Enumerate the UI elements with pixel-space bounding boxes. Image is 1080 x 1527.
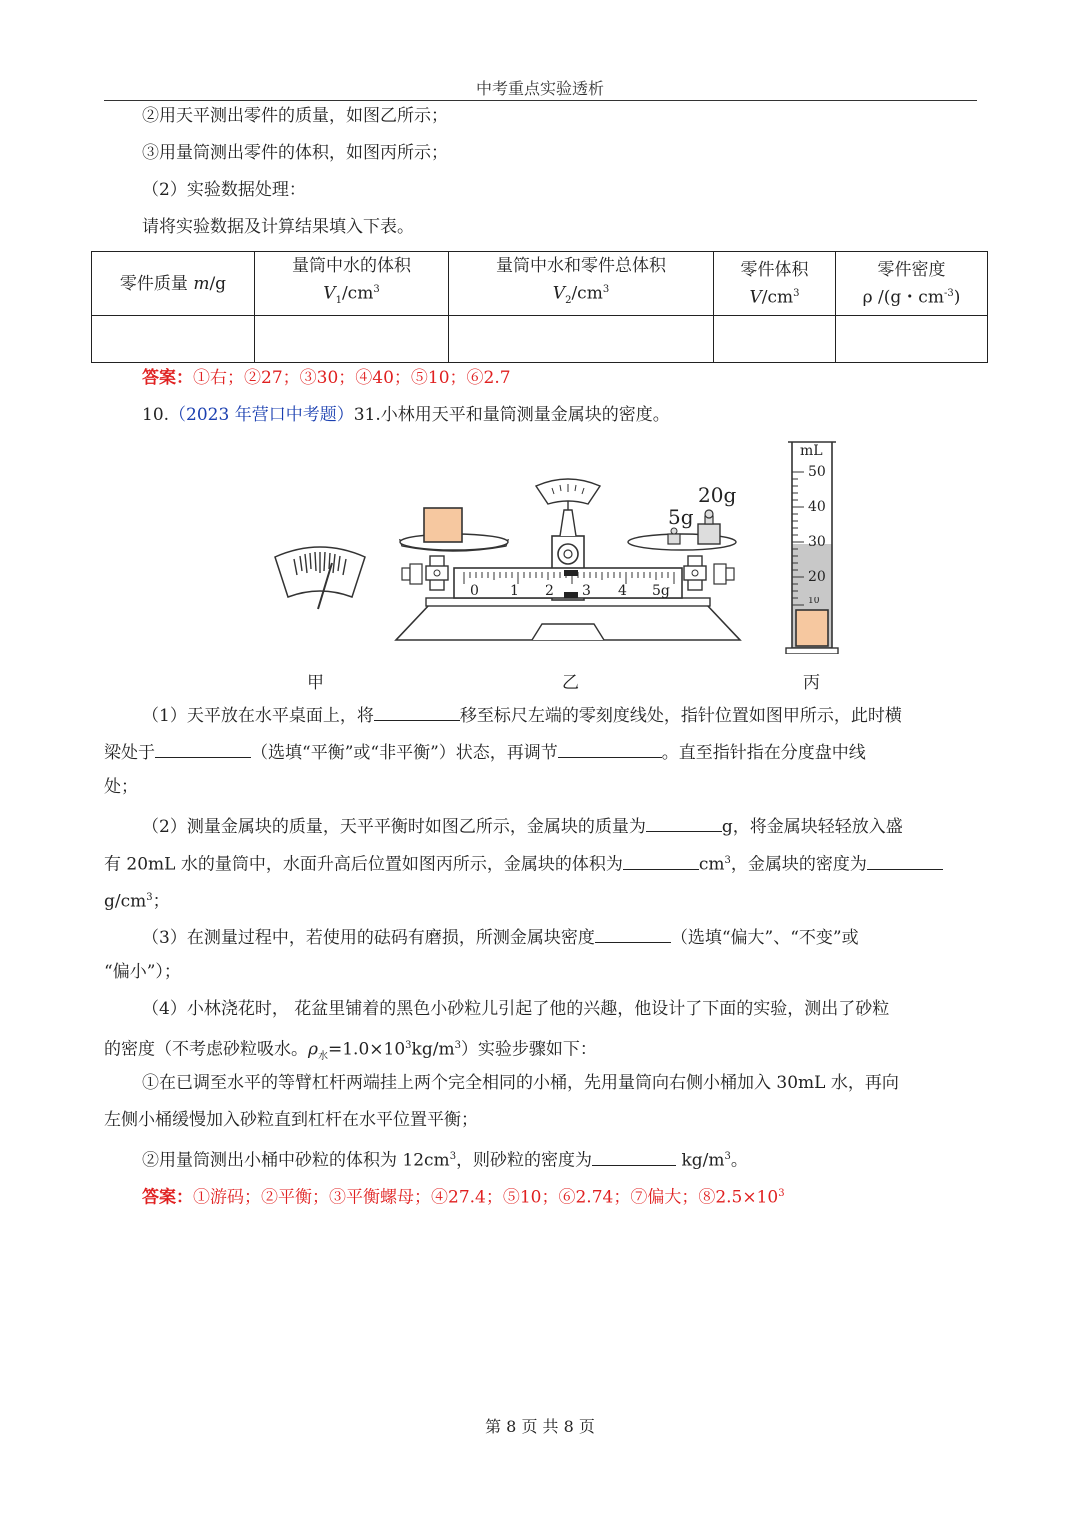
header-density-exp: -3 <box>943 287 954 299</box>
part-3-line-2: “偏小”）； <box>104 962 181 982</box>
header-density-label: 零件密度 <box>877 259 946 280</box>
part-4-text-d: kg/m <box>411 1039 455 1060</box>
header-rule <box>104 100 977 101</box>
header-mass-unit: /g <box>209 273 227 294</box>
table-cell <box>255 316 449 363</box>
step-4-2-exp-2: 3 <box>724 1151 731 1162</box>
step-3: ③用量筒测出零件的体积，如图丙所示； <box>142 143 448 163</box>
header-v1-unit: /cm <box>341 283 374 304</box>
part-1-text-d: （选填“平衡”或“非平衡”）状态，再调节 <box>251 743 558 763</box>
blank-8[interactable] <box>592 1147 676 1166</box>
part-2-line-3 <box>104 887 980 913</box>
header-v2-var: V <box>552 283 566 304</box>
part-2-exp: 3 <box>724 855 731 866</box>
table-header-row <box>92 252 988 316</box>
part-2-text-b: g，将金属块轻轻放入盛 <box>721 817 903 837</box>
header-mass-label: 零件质量 <box>119 273 194 294</box>
question-10 <box>104 404 1018 426</box>
answer-1-label: 答案： <box>142 368 193 388</box>
part-1-line-1 <box>104 702 1018 727</box>
answer-2-text: ①游码；②平衡；③平衡螺母；④27.4；⑤10；⑥2.74；⑦偏大；⑧2.5×10 <box>193 1187 779 1208</box>
part-4-line-2 <box>104 1035 980 1068</box>
part-4-exp-2: 3 <box>454 1040 461 1051</box>
blank-5[interactable] <box>623 851 699 870</box>
question-10-text: 31.小林用天平和量筒测量金属块的密度。 <box>353 405 670 425</box>
part-4-rho: ρ <box>308 1039 318 1060</box>
part-1-line-3: 处； <box>104 777 138 797</box>
cylinder-tick-20: 20 <box>808 569 826 585</box>
table-row <box>92 316 988 363</box>
dial-figure-a <box>272 543 368 613</box>
header-part-mass <box>92 252 255 316</box>
part-4-text-e: ）实验步骤如下： <box>460 1039 597 1060</box>
part-2-instruction: 请将实验数据及计算结果填入下表。 <box>142 217 414 237</box>
scale-tick-2: 2 <box>545 583 554 599</box>
header-density-unit: ρ /(g・cm <box>862 287 944 308</box>
caption-c: 丙 <box>803 673 820 693</box>
blank-6[interactable] <box>867 851 943 870</box>
header-v1-var: V <box>323 283 336 304</box>
step-4-1-line-2: 左侧小桶缓慢加入砂粒直到杠杆在水平位置平衡； <box>104 1110 478 1130</box>
table-cell <box>92 316 255 363</box>
scale-tick-4: 4 <box>618 583 627 599</box>
part-2-exp-2: 3 <box>146 892 153 903</box>
part-3-text-b: （选填“偏大”、“不变”或 <box>670 928 859 948</box>
answer-2 <box>104 1183 1018 1209</box>
header-part-volume-label: 零件体积 <box>740 259 809 280</box>
header-v-exp: 3 <box>793 287 800 299</box>
part-2-title: （2）实验数据处理： <box>142 180 306 200</box>
header-v1-exp: 3 <box>373 283 380 295</box>
answer-1 <box>104 367 1018 389</box>
cylinder-unit: mL <box>800 443 823 459</box>
part-1-text-b: 移至标尺左端的零刻度线处，指针位置如图甲所示，此时横 <box>459 706 902 726</box>
header-mass-var: m <box>193 273 210 294</box>
weight-large-label: 20g <box>698 483 737 507</box>
step-4-1-line-1: ①在已调至水平的等臂杠杆两端挂上两个完全相同的小桶，先用量筒向右侧小桶加入 30mL 水，再向 <box>142 1073 899 1093</box>
table-cell <box>449 316 714 363</box>
header-v-var: V <box>749 287 762 308</box>
part-4-text-b: 的密度（不考虑砂粒吸水。 <box>104 1039 308 1060</box>
table-cell <box>714 316 836 363</box>
part-4-exp: 3 <box>405 1040 412 1051</box>
header-v2-exp: 3 <box>602 283 610 295</box>
part-3-text-a: （3）在测量过程中，若使用的砝码有磨损，所测金属块密度 <box>142 928 595 948</box>
weight-5g <box>668 534 680 544</box>
header-v2-sub: 2 <box>565 295 572 307</box>
part-4-line-1: （4）小林浇花时， 花盆里铺着的黑色小砂粒儿引起了他的兴趣，他设计了下面的实验，测出了砂粒 <box>142 999 890 1019</box>
metal-block-in-cylinder <box>796 610 828 646</box>
part-4-text-c: =1.0×10 <box>328 1039 406 1060</box>
cylinder-tick-40: 40 <box>808 499 826 515</box>
blank-2[interactable] <box>155 739 251 758</box>
part-2-text-e: ，金属块的密度为 <box>730 854 867 875</box>
blank-3[interactable] <box>558 739 662 758</box>
header-density-close: ) <box>953 287 961 308</box>
page-header: 中考重点实验透析 <box>475 79 604 98</box>
part-2-text-c: 有 20mL 水的量筒中，水面升高后位置如图丙所示，金属块的体积为 <box>104 854 623 875</box>
header-v-unit: /cm <box>761 287 794 308</box>
answer-1-text: ①右；②27；③30；④40；⑤10；⑥2.7 <box>193 368 511 388</box>
blank-4[interactable] <box>646 813 722 832</box>
weight-20g <box>698 524 720 544</box>
step-2: ②用天平测出零件的质量，如图乙所示； <box>142 106 448 126</box>
step-4-2-text-d: 。 <box>730 1150 748 1171</box>
cylinder-tick-50: 50 <box>808 464 826 480</box>
step-4-2-text-a: ②用量筒测出小桶中砂粒的体积为 12cm <box>142 1150 450 1171</box>
step-4-2-exp: 3 <box>449 1151 457 1162</box>
part-1-text-a: （1）天平放在水平桌面上，将 <box>142 706 374 726</box>
table-cell <box>836 316 988 363</box>
scale-tick-5g: 5g <box>652 583 670 599</box>
page-footer: 第 8 页 共 8 页 <box>485 1417 595 1436</box>
part-2-line-1 <box>104 813 1018 838</box>
header-part-density <box>836 252 988 316</box>
cylinder-tick-10: 10 <box>808 597 820 604</box>
step-4-2-text-c: kg/m <box>676 1150 725 1171</box>
answer-2-exp: 3 <box>778 1188 785 1199</box>
rider <box>564 570 578 576</box>
header-total-volume <box>449 252 714 316</box>
part-1-text-c: 梁处于 <box>104 743 155 763</box>
header-v2-unit: /cm <box>571 283 603 304</box>
part-4-rho-sub: 水 <box>318 1051 328 1063</box>
balance-figure-b <box>392 476 744 644</box>
part-2-text-d: cm <box>698 854 725 875</box>
part-3-line-1 <box>104 924 1018 949</box>
step-4-2 <box>104 1146 1018 1172</box>
header-water-volume-label: 量筒中水的体积 <box>292 255 411 276</box>
blank-1[interactable] <box>374 702 460 721</box>
part-2-text-g: ； <box>152 891 170 912</box>
header-total-volume-label: 量筒中水和零件总体积 <box>496 255 666 276</box>
header-water-volume <box>255 252 449 316</box>
caption-a: 甲 <box>307 673 324 693</box>
part-2-text-a: （2）测量金属块的质量，天平平衡时如图乙所示，金属块的质量为 <box>142 817 646 837</box>
scale-tick-3: 3 <box>582 583 591 599</box>
cylinder-tick-30: 30 <box>808 534 826 550</box>
data-table <box>91 251 988 363</box>
blank-7[interactable] <box>595 924 671 943</box>
answer-2-label: 答案： <box>142 1187 193 1208</box>
metal-block <box>424 508 462 542</box>
header-part-volume <box>714 252 836 316</box>
weight-small-label: 5g <box>668 505 694 529</box>
question-10-number: 10. <box>142 405 170 425</box>
part-2-line-2 <box>104 850 980 876</box>
scale-tick-1: 1 <box>510 583 519 599</box>
part-2-text-f: g/cm <box>104 891 147 912</box>
part-1-line-2 <box>104 739 980 764</box>
question-10-source: （2023 年营口中考题） <box>169 405 354 425</box>
scale-tick-0: 0 <box>470 583 479 599</box>
header-v1-sub: 1 <box>335 295 342 307</box>
part-1-text-e: 。直至指针指在分度盘中线 <box>661 743 866 763</box>
caption-b: 乙 <box>562 673 579 693</box>
step-4-2-text-b: ，则砂粒的密度为 <box>456 1150 593 1171</box>
